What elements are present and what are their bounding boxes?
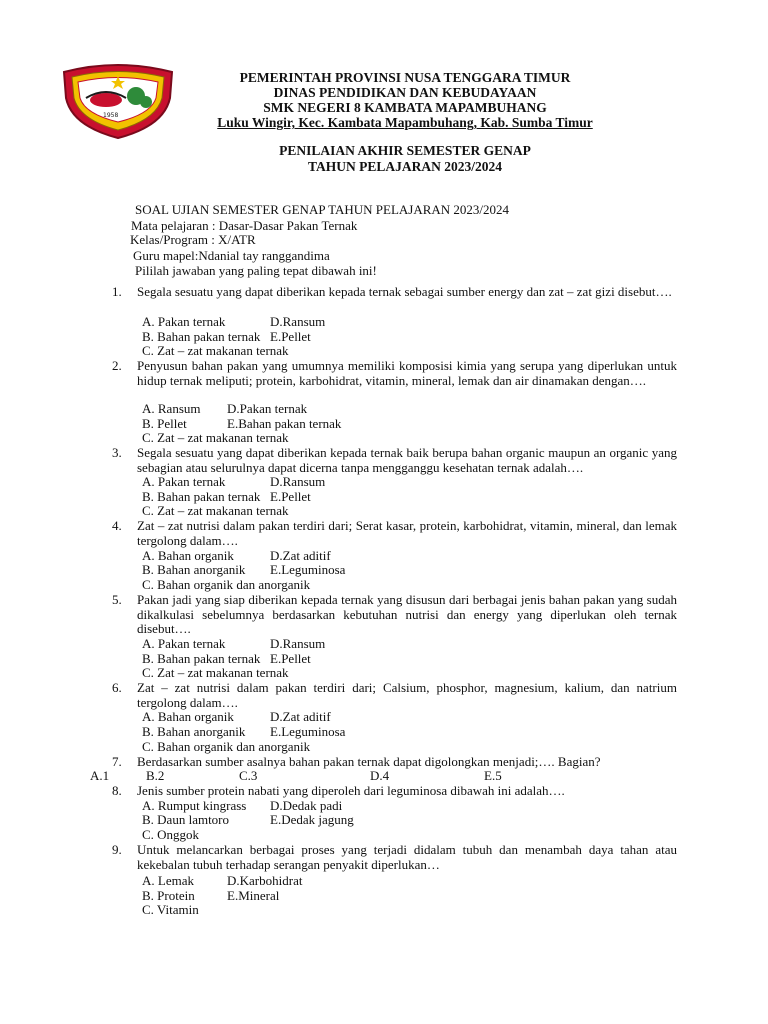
option-d[interactable]: D.Karbohidrat <box>227 873 303 888</box>
option-d[interactable]: D.Ransum <box>270 314 326 329</box>
option-e[interactable]: E.Pellet <box>270 489 311 504</box>
option-c[interactable]: C. Zat – zat makanan ternak <box>142 665 289 680</box>
option-e[interactable]: E.Dedak jagung <box>270 812 354 827</box>
option-b[interactable]: B. Bahan pakan ternak <box>142 329 261 344</box>
option-c[interactable]: C. Vitamin <box>142 902 199 917</box>
option-a[interactable]: A.1 <box>90 768 110 783</box>
option-b[interactable]: B. Bahan pakan ternak <box>142 489 261 504</box>
logo-year: 1958 <box>103 112 119 119</box>
option-d[interactable]: D.Zat aditif <box>270 709 331 724</box>
option-e[interactable]: E.Pellet <box>270 329 311 344</box>
option-a[interactable]: A. Pakan ternak <box>142 314 226 329</box>
exam-title-line-2: TAHUN PELAJARAN 2023/2024 <box>307 159 502 174</box>
option-e[interactable]: E.5 <box>484 768 502 783</box>
question-number: 6. <box>112 680 122 695</box>
question-text: Pakan jadi yang siap diberikan kepada ternak yang disusun dari berbagai jenis bahan pakan yang sudah dikalkulasi sebelumnya berdasarkan kebutuhan nutrisi dan energy yang diperlukan oleh ternak disebut…. <box>137 592 677 637</box>
option-a[interactable]: A. Pakan ternak <box>142 474 226 489</box>
option-e[interactable]: E.Mineral <box>227 888 280 903</box>
class-line: Kelas/Program : X/ATR <box>130 232 256 247</box>
letterhead <box>190 70 620 130</box>
question-text: Segala sesuatu yang dapat diberikan kepada ternak baik berupa bahan organic maupun an organic yang sebagian atau selurulnya dapat dicerna tanpa mengganggu kesehatan ternak adalah…. <box>137 445 677 475</box>
option-c[interactable]: C. Zat – zat makanan ternak <box>142 343 289 358</box>
question-number: 5. <box>112 592 122 607</box>
option-e[interactable]: E.Leguminosa <box>270 562 346 577</box>
exam-title <box>190 143 620 175</box>
instruction-line: Pililah jawaban yang paling tepat dibawah ini! <box>135 263 377 278</box>
question-text: Segala sesuatu yang dapat diberikan kepada ternak sebagai sumber energy dan zat – zat gizi disebut…. <box>137 284 672 299</box>
option-d[interactable]: D.Zat aditif <box>270 548 331 563</box>
option-c[interactable]: C. Onggok <box>142 827 200 842</box>
option-d[interactable]: D.4 <box>370 768 390 783</box>
question-number: 8. <box>112 783 122 798</box>
option-a[interactable]: A. Bahan organik <box>142 548 234 563</box>
option-c[interactable]: C.3 <box>239 768 258 783</box>
question-number: 2. <box>112 358 122 373</box>
option-d[interactable]: D.Ransum <box>270 636 326 651</box>
header-address: Luku Wingir, Kec. Kambata Mapambuhang, Kab. Sumba Timur <box>217 115 593 130</box>
subject-line: Mata pelajaran : Dasar-Dasar Pakan Ternak <box>131 218 358 233</box>
teacher-line: Guru mapel:Ndanial tay ranggandima <box>133 248 330 263</box>
header-line-3: SMK NEGERI 8 KAMBATA MAPAMBUHANG <box>263 100 547 115</box>
option-e[interactable]: E.Bahan pakan ternak <box>227 416 342 431</box>
question-number: 3. <box>112 445 122 460</box>
option-d[interactable]: D.Pakan ternak <box>227 401 308 416</box>
option-b[interactable]: B.2 <box>146 768 165 783</box>
option-b[interactable]: B. Bahan anorganik <box>142 724 246 739</box>
option-b[interactable]: B. Daun lamtoro <box>142 812 230 827</box>
option-a[interactable]: A. Lemak <box>142 873 194 888</box>
question-text: Jenis sumber protein nabati yang diperoleh dari leguminosa dibawah ini adalah…. <box>137 783 565 798</box>
question-number: 1. <box>112 284 122 299</box>
option-a[interactable]: A. Ransum <box>142 401 201 416</box>
question-text: Berdasarkan sumber asalnya bahan pakan ternak dapat digolongkan menjadi;…. Bagian? <box>137 754 601 769</box>
question-text: Penyusun bahan pakan yang umumnya memiliki komposisi kimia yang serupa yang diperlukan untuk hidup ternak meliputi; protein, karbohidrat, vitamin, mineral, lemak dan air dinamakan dengan…. <box>137 358 677 388</box>
school-logo <box>58 60 178 140</box>
option-c[interactable]: C. Zat – zat makanan ternak <box>142 430 289 445</box>
option-c[interactable]: C. Bahan organik dan anorganik <box>142 739 311 754</box>
option-d[interactable]: D.Ransum <box>270 474 326 489</box>
option-d[interactable]: D.Dedak padi <box>270 798 343 813</box>
option-a[interactable]: A. Pakan ternak <box>142 636 226 651</box>
option-a[interactable]: A. Bahan organik <box>142 709 234 724</box>
option-b[interactable]: B. Bahan pakan ternak <box>142 651 261 666</box>
question-text: Zat – zat nutrisi dalam pakan terdiri dari; Serat kasar, protein, karbohidrat, vitamin, mineral, dan lemak tergolong dalam…. <box>137 518 677 548</box>
question-number: 9. <box>112 842 122 857</box>
option-c[interactable]: C. Bahan organik dan anorganik <box>142 577 311 592</box>
question-text: Untuk melancarkan berbagai proses yang terjadi didalam tubuh dan menambah daya tahan atau kekebalan tubuh terhadap serangan penyakit diperlukan… <box>137 842 677 872</box>
option-c[interactable]: C. Zat – zat makanan ternak <box>142 503 289 518</box>
question-number: 4. <box>112 518 122 533</box>
exam-title-line-1: PENILAIAN AKHIR SEMESTER GENAP <box>279 143 531 158</box>
exam-heading: SOAL UJIAN SEMESTER GENAP TAHUN PELAJARAN 2023/2024 <box>135 202 510 217</box>
question-number: 7. <box>112 754 122 769</box>
header-line-2: DINAS PENDIDIKAN DAN KEBUDAYAAN <box>273 85 537 100</box>
option-b[interactable]: B. Protein <box>142 888 195 903</box>
option-a[interactable]: A. Rumput kingrass <box>142 798 247 813</box>
option-b[interactable]: B. Pellet <box>142 416 187 431</box>
option-e[interactable]: E.Leguminosa <box>270 724 346 739</box>
option-b[interactable]: B. Bahan anorganik <box>142 562 246 577</box>
question-text: Zat – zat nutrisi dalam pakan terdiri dari; Calsium, phosphor, magnesium, kalium, dan natrium tergolong dalam…. <box>137 680 677 710</box>
header-line-1: PEMERINTAH PROVINSI NUSA TENGGARA TIMUR <box>239 70 571 85</box>
option-e[interactable]: E.Pellet <box>270 651 311 666</box>
